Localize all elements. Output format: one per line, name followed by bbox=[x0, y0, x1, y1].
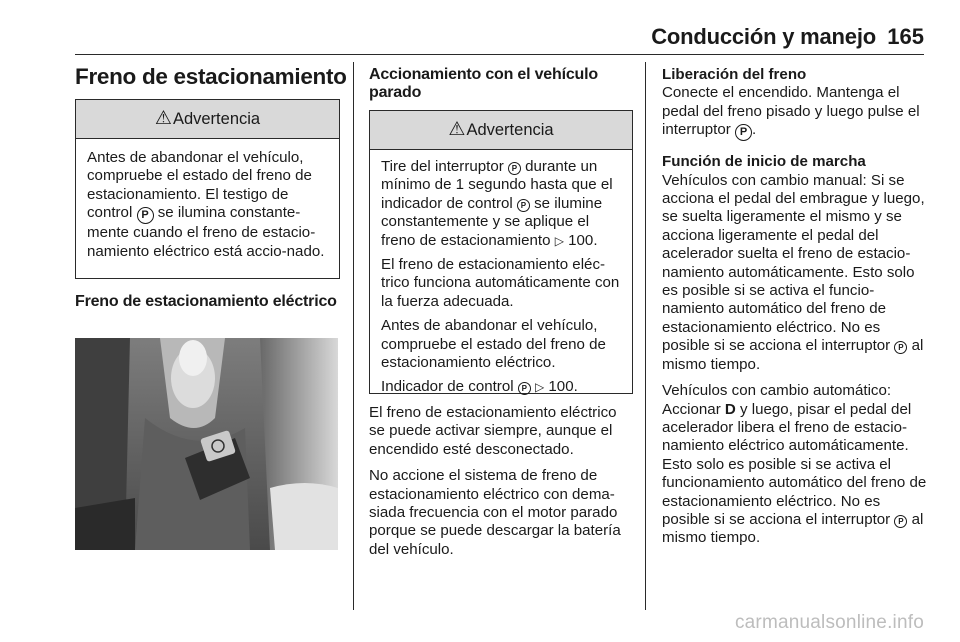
paragraph-battery: No accione el sistema de freno de estacionamiento eléctrico con dema-siada frecuencia con el motor parado porque se puede descargar la batería del vehículo. bbox=[369, 467, 621, 558]
page-ref-arrow-icon: ▷ bbox=[554, 233, 564, 248]
warning-header bbox=[370, 111, 632, 150]
header-rule bbox=[75, 54, 924, 55]
page-ref-link[interactable]: 100. bbox=[548, 378, 578, 396]
warning-box-1 bbox=[75, 99, 340, 279]
warning-body bbox=[76, 139, 339, 269]
parking-brake-icon: P bbox=[518, 382, 531, 395]
paragraph-release: Conecte el encendido. Mantenga el pedal del freno pisado y luego pulse el interruptor P . bbox=[662, 84, 928, 141]
warning-header bbox=[76, 100, 339, 139]
paragraph-manual: Vehículos con cambio manual: Si se acciona el pedal del embrague y luego, se suelta ligeramente el mismo y se acciona ligeramente el pedal del acelerador suelta el freno de estacio-namiento automáticamente. Esto solo es posible si se activa el funcio-namiento automático del freno de estacionamiento eléctrico. No es posible si se acciona el interruptor P al mismo tiempo. bbox=[662, 171, 925, 373]
column-3-text bbox=[662, 66, 928, 548]
page-number: 165 bbox=[887, 24, 924, 49]
warning-triangle-icon: ⚠ bbox=[448, 118, 466, 140]
gear-d: D bbox=[724, 400, 736, 418]
parking-brake-icon: P bbox=[517, 199, 530, 212]
column-2-text bbox=[369, 404, 633, 559]
parking-brake-icon: P bbox=[735, 124, 752, 141]
warning-label: Advertencia bbox=[466, 120, 554, 139]
warning-text-1: Tire del interruptor P durante un mínimo de 1 segundo hasta que el indicador de control P se ilumine constantemente y se aplique el freno de estacionamiento ▷ 100. bbox=[381, 158, 613, 249]
parking-brake-photo bbox=[75, 338, 338, 550]
parking-brake-icon: P bbox=[137, 207, 154, 224]
warning-text-2: El freno de estacionamiento eléc-trico funciona automáticamente con la fuerza adecuada. bbox=[381, 256, 620, 310]
subheading-electric-brake: Freno de estacionamiento eléctrico bbox=[75, 293, 337, 310]
heading-release: Liberación del freno bbox=[662, 66, 807, 83]
column-divider-1 bbox=[353, 62, 354, 610]
warning-box-2 bbox=[369, 110, 633, 394]
parking-brake-icon: P bbox=[894, 341, 907, 354]
subheading-vehicle-stopped: Accionamiento con el vehículo parado bbox=[369, 66, 598, 101]
paragraph-automatic: Vehículos con cambio automático: Accionar D y luego, pisar el pedal del acelerador libera el freno de estacio-namiento eléctrico automáticamente. Esto solo es posible si se activa el funcionamiento automático del freno de estacionamiento eléctrico. No es posible si se acciona el interruptor P al mismo tiempo. bbox=[662, 382, 927, 547]
warning-triangle-icon: ⚠ bbox=[154, 107, 172, 129]
parking-brake-icon: P bbox=[508, 162, 521, 175]
column-divider-2 bbox=[645, 62, 646, 610]
warning-text-4: Indicador de control P ▷ 100. bbox=[381, 378, 578, 396]
warning-label: Advertencia bbox=[172, 109, 261, 128]
warning-body bbox=[370, 150, 632, 405]
heading-drive-away: Función de inicio de marcha bbox=[662, 153, 866, 171]
section-title: Conducción y manejo bbox=[651, 24, 876, 49]
paragraph-activation: El freno de estacionamiento eléctrico se puede activar siempre, aunque el encendido esté desconectado. bbox=[369, 404, 617, 458]
page-title: Freno de estacionamiento bbox=[75, 64, 347, 89]
page-ref-link[interactable]: 100. bbox=[568, 231, 598, 249]
watermark: carmanualsonline.info bbox=[734, 612, 924, 633]
warning-text: Antes de abandonar el vehículo, compruebe el estado del freno de estacionamiento. El testigo de control P se ilumina constante-mente cuando el freno de estacio-namiento eléctrico está accio-nado. bbox=[87, 149, 325, 260]
page-ref-arrow-icon: ▷ bbox=[534, 380, 545, 395]
parking-brake-icon: P bbox=[894, 515, 907, 528]
warning-text-3: Antes de abandonar el vehículo, compruebe el estado del freno de estacionamiento eléctrico. bbox=[381, 317, 606, 372]
